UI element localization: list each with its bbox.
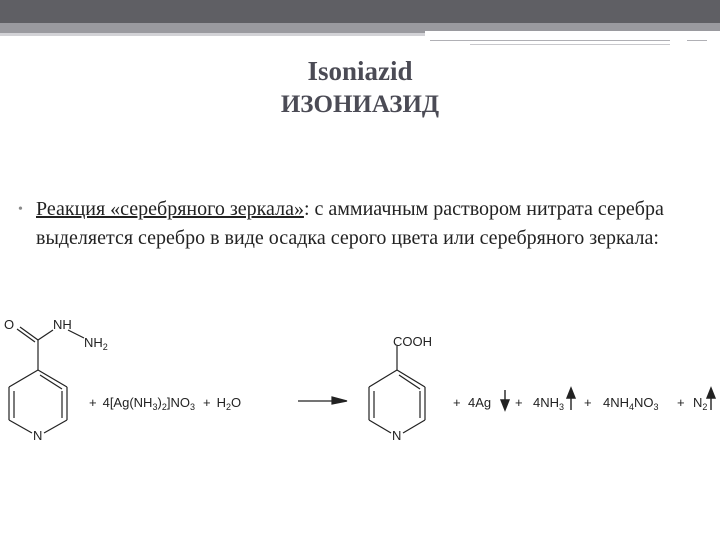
reactant-oxygen: O [4,317,15,332]
product-ring-bond [369,420,391,433]
products-nitrogen: $N_2$ [693,395,708,412]
products-plus-2: + [515,395,523,410]
up-arrow-head [567,388,575,398]
arrow-head [332,397,347,404]
reactant-nh2: $NH_2$ [84,335,108,352]
bullet-marker: • [18,202,23,217]
reactant-ring-nitrogen: N [33,428,43,443]
products-plus-4: + [677,395,685,410]
products-plus-1: + [453,395,461,410]
reactant-c-n-bond [38,330,53,340]
header-bar [0,0,720,23]
header-dash [687,40,707,41]
reactant-nh: NH [53,317,72,332]
products-ammonium-nitrate: $4NH_4NO_3$ [603,395,659,412]
reaction-scheme [0,300,720,450]
reactant-ring-bond [38,370,67,387]
header-gap [425,31,720,51]
slide-title-cyrillic: ИЗОНИАЗИД [280,91,440,118]
header-rule-2 [470,44,670,45]
products-ammonia: $4NH_3$ [533,395,565,412]
reaction-name: Реакция «серебряного зеркала» [36,198,304,220]
product-ring-bond [397,370,425,387]
reactant-ring-bond [9,370,38,387]
down-arrow-head [501,400,509,410]
up-arrow-head [707,388,715,398]
product-ring-bond [403,420,425,433]
products-silver: 4Ag [468,395,492,410]
product-carboxyl: COOH [393,334,432,349]
product-ring-nitrogen: N [392,428,402,443]
reagents-formula: + $4[Ag(NH_3)_2]NO_3 + H_2O$ [89,395,242,412]
reactant-ring-bond [9,420,32,433]
bullet-text [36,195,708,253]
header-rule [430,40,670,41]
products-plus-3: + [584,395,592,410]
reactant-ring-bond [44,420,67,433]
slide-title-latin: Isoniazid [307,56,413,86]
reaction-description: : с аммиачным раствором нитрата серебра выделяется серебро в виде осадка серого цвета или серебряного зеркала: [36,198,664,249]
product-ring-bond [369,370,397,387]
